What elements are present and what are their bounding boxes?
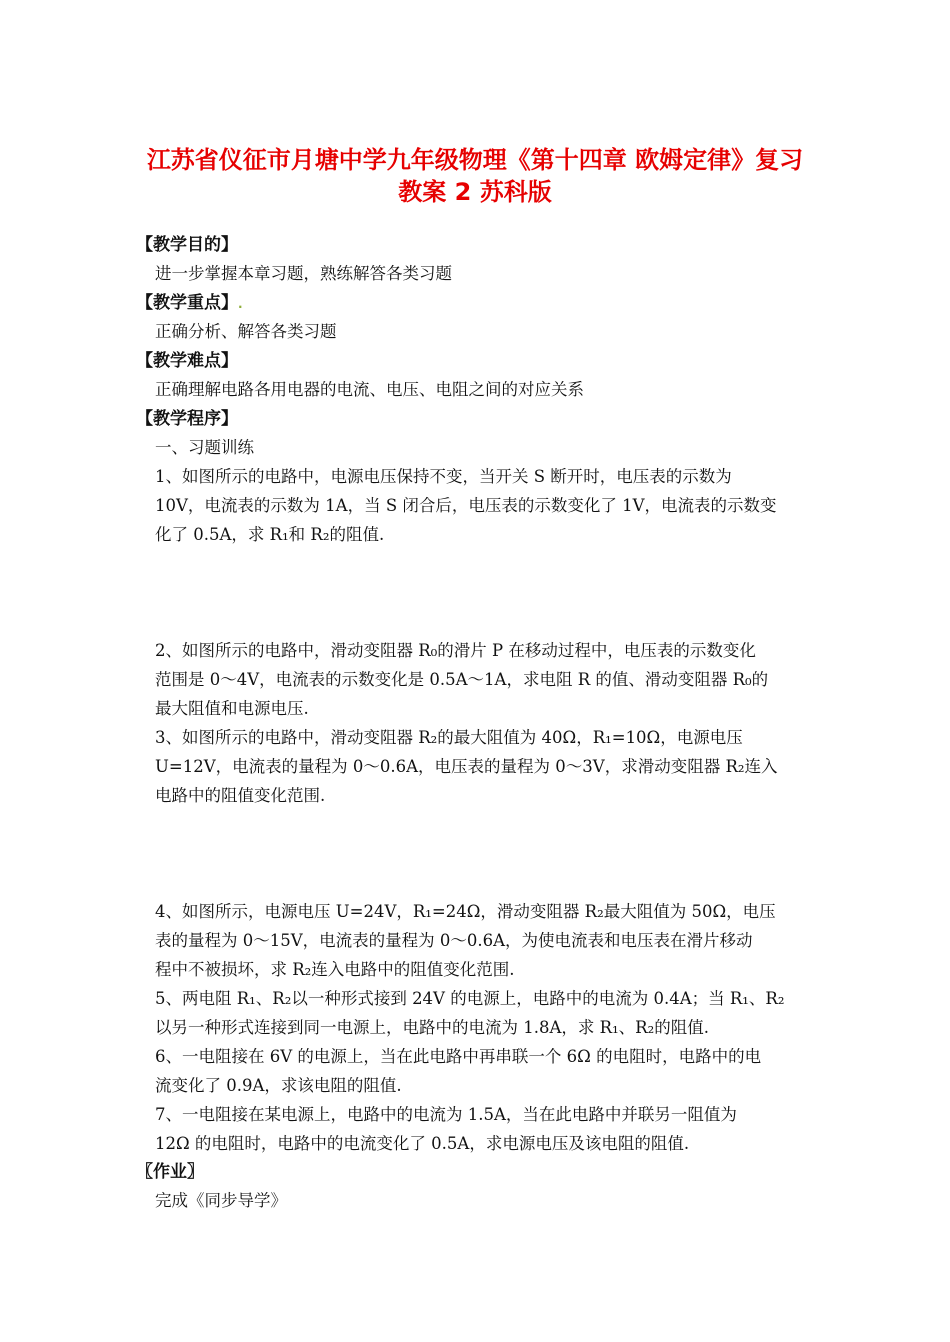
goal-text: 进一步掌握本章习题，熟练解答各类习题 xyxy=(155,264,452,283)
problem-5-line-2: 以另一种形式连接到同一电源上，电路中的电流为 1.8A，求 R₁、R₂的阻值. xyxy=(155,1018,709,1037)
problem-2-line-2: 范围是 0～4V，电流表的示数变化是 0.5A～1A，求电阻 R 的值、滑动变阻器 R₀的 xyxy=(155,670,769,689)
homework-text: 完成《同步导学》 xyxy=(155,1191,287,1210)
problem-3-line-3: 电路中的阻值变化范围. xyxy=(155,786,326,805)
problem-1-line-1: 1、如图所示的电路中，电源电压保持不变，当开关 S 断开时，电压表的示数为 xyxy=(155,467,732,486)
problem-2-line-1: 2、如图所示的电路中，滑动变阻器 R₀的滑片 P 在移动过程中，电压表的示数变化 xyxy=(155,641,756,660)
problem-1-line-3: 化了 0.5A，求 R₁和 R₂的阻值. xyxy=(155,525,385,544)
problem-6-line-2: 流变化了 0.9A，求该电阻的阻值. xyxy=(155,1076,402,1095)
document-title-line-2: 教案 2 苏科版 xyxy=(398,178,552,206)
problem-6-line-1: 6、一电阻接在 6V 的电源上，当在此电路中再串联一个 6Ω 的电阻时，电路中的电 xyxy=(155,1047,762,1066)
difficulty-text: 正确理解电路各用电器的电流、电压、电阻之间的对应关系 xyxy=(155,380,584,399)
part-one-heading: 一、习题训练 xyxy=(155,438,254,457)
problem-2-line-3: 最大阻值和电源电压. xyxy=(155,699,309,718)
focus-heading xyxy=(136,292,243,315)
problem-7-line-1: 7、一电阻接在某电源上，电路中的电流为 1.5A，当在此电路中并联另一阻值为 xyxy=(155,1105,737,1124)
problem-5-line-1: 5、两电阻 R₁、R₂以一种形式接到 24V 的电源上，电路中的电流为 0.4A；当 R₁、R₂ xyxy=(155,989,785,1008)
difficulty-heading: 【教学难点】 xyxy=(136,351,238,371)
goal-heading: 【教学目的】 xyxy=(136,235,238,255)
document-title-line-1: 江苏省仪征市月塘中学九年级物理《第十四章 欧姆定律》复习 xyxy=(146,146,804,174)
problem-3-line-1: 3、如图所示的电路中，滑动变阻器 R₂的最大阻值为 40Ω，R₁=10Ω，电源电压 xyxy=(155,728,743,747)
procedure-heading: 【教学程序】 xyxy=(136,409,238,429)
problem-4-line-3: 程中不被损坏，求 R₂连入电路中的阻值变化范围. xyxy=(155,960,515,979)
homework-heading: 〖作业〗 xyxy=(136,1162,204,1182)
problem-7-line-2: 12Ω 的电阻时，电路中的电流变化了 0.5A，求电源电压及该电阻的阻值. xyxy=(155,1134,690,1153)
focus-text: 正确分析、解答各类习题 xyxy=(155,322,337,341)
problem-1-line-2: 10V，电流表的示数为 1A，当 S 闭合后，电压表的示数变化了 1V，电流表的示数变 xyxy=(155,496,777,515)
scan-mark: . xyxy=(238,297,243,311)
focus-heading-text: 【教学重点】 xyxy=(136,293,238,313)
problem-4-line-1: 4、如图所示，电源电压 U=24V，R₁=24Ω，滑动变阻器 R₂最大阻值为 50Ω，电压 xyxy=(155,902,776,921)
problem-4-line-2: 表的量程为 0～15V，电流表的量程为 0～0.6A，为使电流表和电压表在滑片移动 xyxy=(155,931,753,950)
problem-3-line-2: U=12V，电流表的量程为 0～0.6A，电压表的量程为 0～3V，求滑动变阻器 R₂连入 xyxy=(155,757,778,776)
